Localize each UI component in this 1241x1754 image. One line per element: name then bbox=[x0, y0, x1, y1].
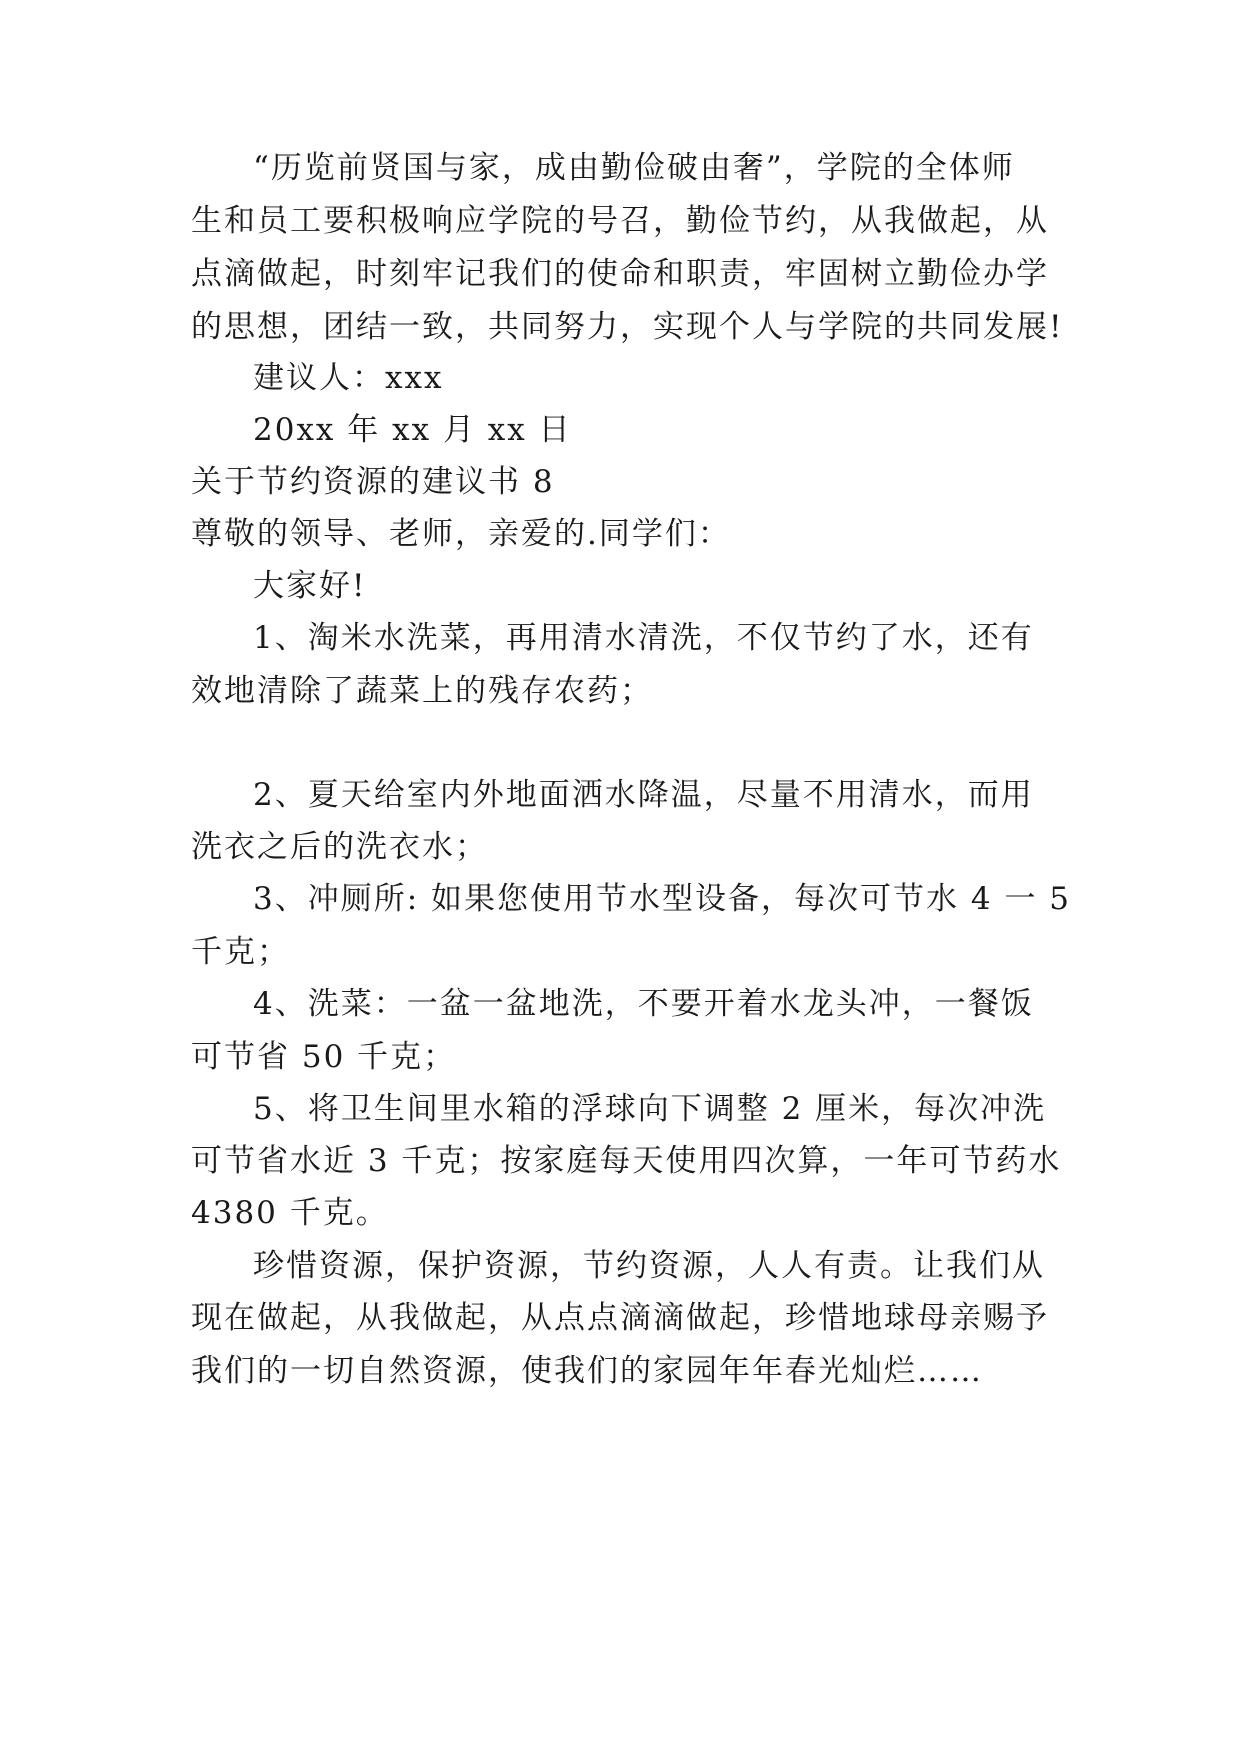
list-item-continued: 效地清除了蔬菜上的残存农药； bbox=[191, 673, 653, 709]
paragraph-line: 的思想，团结一致，共同努力，实现个人与学院的共同发展! bbox=[191, 309, 1064, 345]
list-item: 3、冲厕所: 如果您使用节水型设备，每次可节水 4 一 5 bbox=[253, 881, 1072, 917]
paragraph-line: “历览前贤国与家，成由勤俭破由奢”，学院的全体师 bbox=[253, 150, 1015, 186]
list-item-continued: 4380 千克。 bbox=[191, 1195, 389, 1231]
list-item-continued: 可节省水近 3 千克；按家庭每天使用四次算，一年可节药水 bbox=[191, 1143, 1062, 1179]
list-item: 1、淘米水洗菜，再用清水清洗，不仅节约了水，还有 bbox=[253, 620, 1034, 656]
list-item-continued: 洗衣之后的洗衣水； bbox=[191, 829, 488, 865]
paragraph-line: 我们的一切自然资源，使我们的家园年年春光灿烂…… bbox=[191, 1353, 983, 1389]
paragraph-line: 点滴做起，时刻牢记我们的使命和职责，牢固树立勤俭办学 bbox=[191, 256, 1049, 292]
list-item-continued: 千克； bbox=[191, 934, 290, 970]
list-item-continued: 可节省 50 千克； bbox=[191, 1039, 457, 1075]
list-item: 5、将卫生间里水箱的浮球向下调整 2 厘米，每次冲洗 bbox=[253, 1091, 1047, 1127]
salutation: 尊敬的领导、老师，亲爱的.同学们： bbox=[191, 516, 731, 552]
section-title: 关于节约资源的建议书 8 bbox=[191, 464, 555, 500]
paragraph-line: 珍惜资源，保护资源，节约资源，人人有责。让我们从 bbox=[253, 1248, 1045, 1284]
date-line: 20xx 年 xx 月 xx 日 bbox=[253, 412, 572, 448]
paragraph-line: 生和员工要积极响应学院的号召，勤俭节约，从我做起，从 bbox=[191, 203, 1049, 239]
greeting: 大家好! bbox=[253, 568, 367, 604]
paragraph-line: 现在做起，从我做起，从点点滴滴做起，珍惜地球母亲赐予 bbox=[191, 1300, 1049, 1336]
list-item: 4、洗菜：一盆一盆地洗，不要开着水龙头冲，一餐饭 bbox=[253, 986, 1034, 1022]
signature-line: 建议人：xxx bbox=[253, 360, 444, 396]
list-item: 2、夏天给室内外地面洒水降温，尽量不用清水，而用 bbox=[253, 777, 1034, 813]
